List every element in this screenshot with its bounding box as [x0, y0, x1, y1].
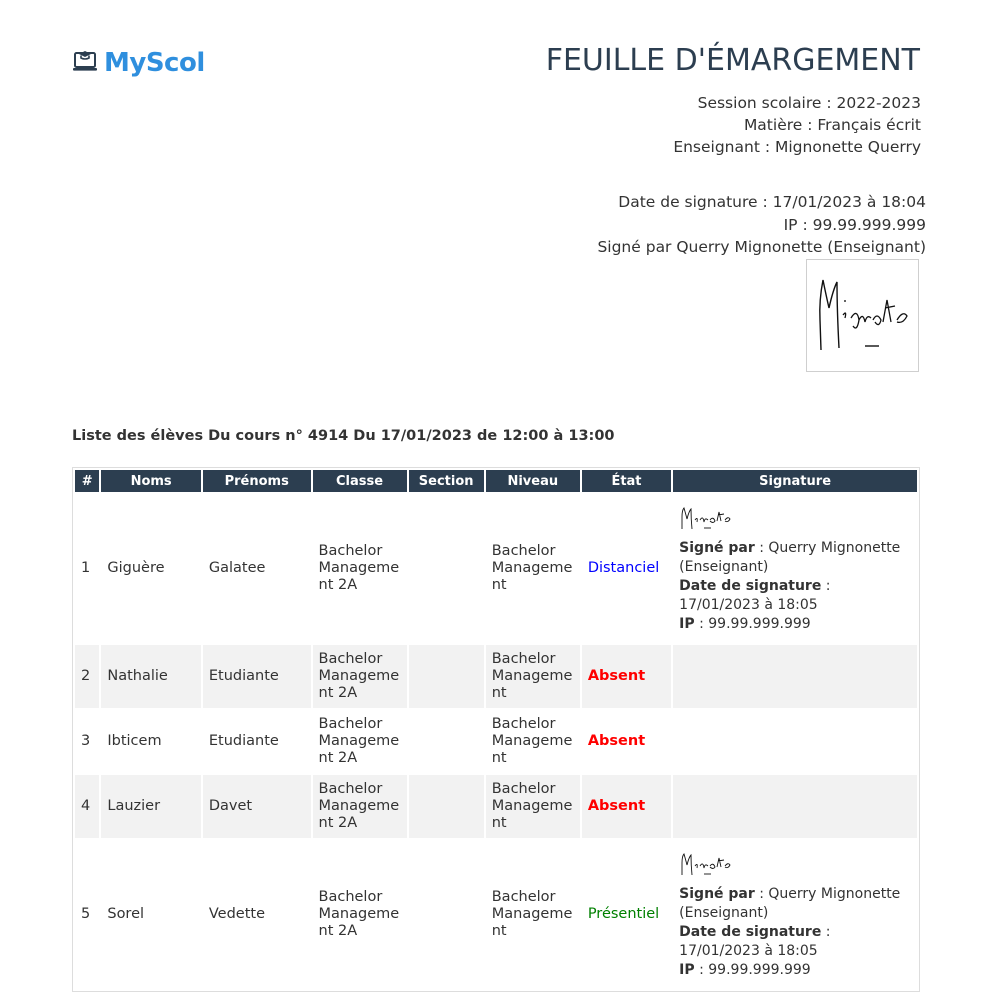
student-signature-image: [679, 505, 911, 539]
cell-etat: Absent: [582, 645, 671, 708]
signed-by: Signé par Querry Mignonette (Enseignant): [597, 238, 926, 256]
cell-number: 4: [75, 775, 99, 838]
cell-signature: [673, 840, 917, 989]
cell-number: 3: [81, 733, 91, 749]
cell-section: [409, 710, 484, 773]
cell-number: 1: [81, 560, 91, 576]
signature-meta: [597, 191, 926, 259]
signature-date-value: : 17/01/2023 à 18:05: [679, 578, 831, 613]
teacher-signature-image: [806, 259, 919, 372]
attendance-table: [72, 467, 920, 992]
signature-ip: [679, 961, 911, 980]
signature-date: [679, 577, 911, 615]
table-row: [75, 494, 917, 643]
signature-ip: [679, 615, 911, 634]
document-meta: [673, 92, 921, 158]
student-list-title: Liste des élèves Du cours n° 4914 Du 17/01/2023 de 12:00 à 13:00: [72, 428, 615, 444]
cell-prenom: Etudiante: [203, 645, 311, 708]
cell-classe: Bachelor Manageme nt 2A: [318, 889, 400, 939]
cell-number: 2: [75, 645, 99, 708]
signed-by-value: : Querry Mignonette (Enseignant): [679, 886, 901, 921]
cell-section: [409, 645, 484, 708]
cell-prenom: Vedette: [208, 906, 266, 922]
signature-date-label: Date de signature: [679, 578, 822, 594]
cell-prenom: Davet: [203, 775, 311, 838]
ip-label: IP: [679, 962, 695, 978]
signature-date-value: : 17/01/2023 à 18:05: [679, 924, 831, 959]
table-row: [75, 645, 917, 708]
cell-niveau: Bachelor Manageme nt: [491, 716, 573, 766]
col-header-signature: Signature: [673, 470, 917, 492]
subject: Matière : Français écrit: [743, 116, 921, 134]
cell-section: [409, 840, 484, 989]
col-header-classe: Classe: [313, 470, 407, 492]
cell-niveau: Bachelor Manageme nt: [491, 543, 573, 593]
cell-nom: Giguère: [107, 560, 165, 576]
document-title: FEUILLE D'ÉMARGEMENT: [545, 43, 920, 78]
col-header-prenoms: Prénoms: [203, 470, 311, 492]
cell-etat: Présentiel: [587, 906, 660, 922]
ip-label: IP: [679, 616, 695, 632]
school-session: Session scolaire : 2022-2023: [697, 94, 921, 112]
cell-niveau: Bachelor Manageme nt: [486, 775, 580, 838]
cell-section: [409, 494, 484, 643]
cell-classe: Bachelor Manageme nt 2A: [313, 645, 407, 708]
cell-nom: Lauzier: [101, 775, 201, 838]
cell-etat: Absent: [587, 733, 646, 749]
signature-ip: IP : 99.99.999.999: [783, 215, 926, 234]
cell-number: 5: [81, 906, 91, 922]
ip-value: : 99.99.999.999: [694, 616, 811, 632]
table-header-row: [75, 470, 917, 492]
brand-logo: [72, 48, 205, 78]
signature-signed-by: [679, 539, 911, 577]
signed-by-label: Signé par: [679, 886, 755, 902]
cell-signature: [673, 775, 917, 838]
cell-nom: Nathalie: [101, 645, 201, 708]
signed-by-value: : Querry Mignonette (Enseignant): [679, 540, 901, 575]
cell-nom: Sorel: [107, 906, 145, 922]
cell-niveau: Bachelor Manageme nt: [486, 645, 580, 708]
student-signature-image: [679, 851, 911, 885]
ip-value: : 99.99.999.999: [694, 962, 811, 978]
cell-classe: Bachelor Manageme nt 2A: [313, 775, 407, 838]
table-row: [75, 840, 917, 989]
col-header-number: #: [75, 470, 99, 492]
cell-nom: Ibticem: [107, 733, 162, 749]
signature-date: Date de signature : 17/01/2023 à 18:04: [618, 193, 926, 211]
col-header-etat: État: [582, 470, 671, 492]
col-header-niveau: Niveau: [486, 470, 580, 492]
laptop-graduation-cap-icon: [72, 49, 98, 77]
cell-etat: Distanciel: [587, 560, 660, 576]
cell-signature: [673, 645, 917, 708]
cell-etat: Absent: [582, 775, 671, 838]
col-header-section: Section: [409, 470, 484, 492]
cell-niveau: Bachelor Manageme nt: [491, 889, 573, 939]
cell-signature: [673, 494, 917, 643]
cell-prenom: Galatee: [208, 560, 266, 576]
brand-name: MyScol: [104, 48, 205, 78]
col-header-noms: Noms: [101, 470, 201, 492]
teacher: Enseignant : Mignonette Querry: [673, 138, 921, 156]
cell-section: [409, 775, 484, 838]
cell-signature: [673, 710, 917, 773]
table-row: [75, 710, 917, 773]
table-row: [75, 775, 917, 838]
signature-date: [679, 923, 911, 961]
cell-prenom: Etudiante: [208, 733, 279, 749]
signed-by-label: Signé par: [679, 540, 755, 556]
cell-classe: Bachelor Manageme nt 2A: [318, 543, 400, 593]
signature-signed-by: [679, 885, 911, 923]
signature-date-label: Date de signature: [679, 924, 822, 940]
cell-classe: Bachelor Manageme nt 2A: [318, 716, 400, 766]
